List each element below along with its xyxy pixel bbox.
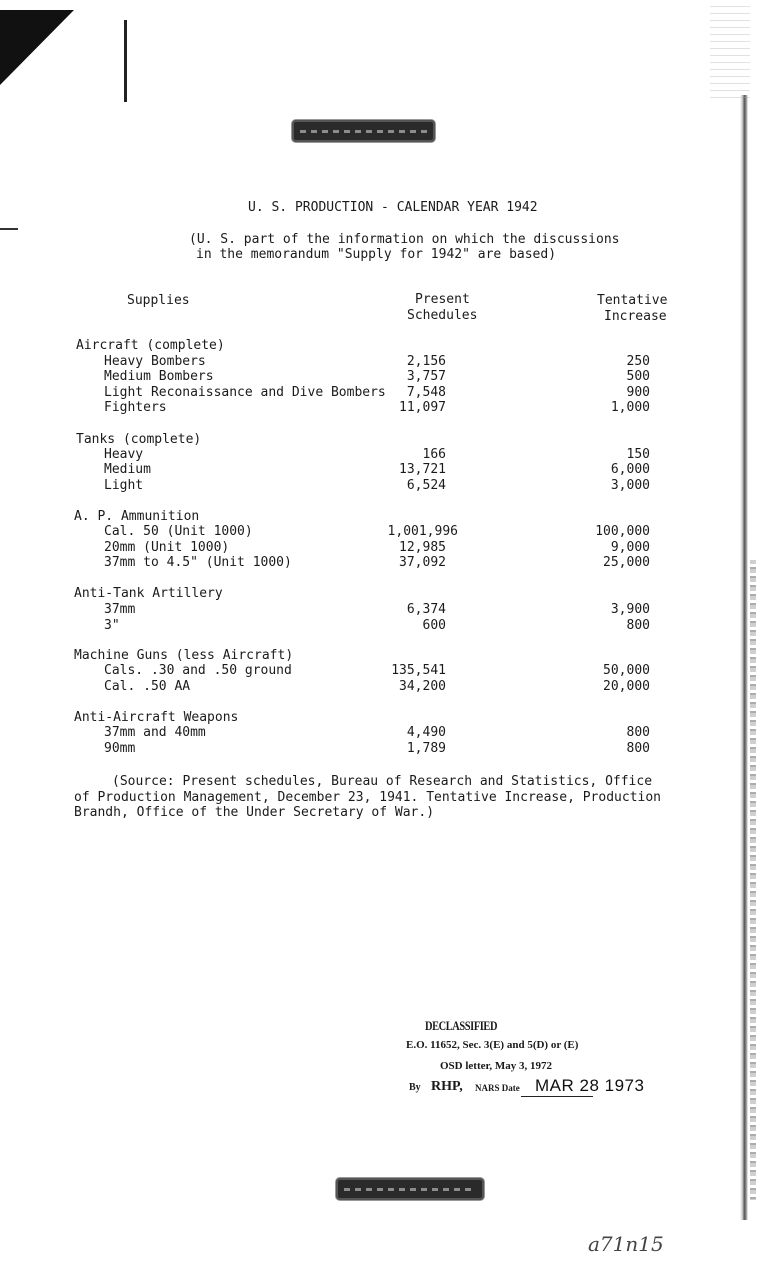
stamp-declassified: DECLASSIFIED bbox=[425, 1018, 498, 1033]
row-present: 37,092 bbox=[399, 555, 446, 570]
row-label: 37mm and 40mm bbox=[104, 725, 206, 740]
row-tentative: 1,000 bbox=[610, 400, 650, 415]
stamp-date: MAR 28 1973 bbox=[535, 1076, 645, 1095]
row-tentative: 800 bbox=[626, 741, 650, 756]
row-present: 166 bbox=[422, 447, 446, 462]
row-tentative: 800 bbox=[626, 618, 650, 633]
group-heading: A. P. Ammunition bbox=[74, 509, 200, 524]
header-present-2: Schedules bbox=[407, 308, 478, 323]
row-tentative: 150 bbox=[626, 447, 650, 462]
row-present: 1,001,996 bbox=[387, 524, 458, 539]
row-present: 6,524 bbox=[406, 478, 446, 493]
source-note-line-1: (Source: Present schedules, Bureau of Research and Statistics, Office bbox=[112, 774, 653, 789]
scan-right-edge bbox=[740, 95, 748, 1220]
row-tentative: 900 bbox=[626, 385, 650, 400]
row-present: 600 bbox=[422, 618, 446, 633]
row-present: 6,374 bbox=[406, 602, 446, 617]
row-label: 3" bbox=[104, 618, 120, 633]
group-heading: Tanks (complete) bbox=[76, 432, 202, 447]
group-heading: Anti-Tank Artillery bbox=[74, 586, 223, 601]
scan-right-edge-noise bbox=[750, 560, 756, 1200]
row-present: 3,757 bbox=[406, 369, 446, 384]
stamp-by-name: RHP, bbox=[431, 1079, 463, 1094]
row-present: 11,097 bbox=[399, 400, 446, 415]
header-tentative-2: Increase bbox=[604, 309, 667, 324]
row-present: 34,200 bbox=[399, 679, 446, 694]
row-tentative: 3,000 bbox=[610, 478, 650, 493]
stamp-eo: E.O. 11652, Sec. 3(E) and 5(D) or (E) bbox=[406, 1039, 579, 1051]
declassification-stamp bbox=[395, 1018, 655, 1100]
stamp-nars-label: NARS Date bbox=[475, 1083, 520, 1093]
row-tentative: 250 bbox=[626, 354, 650, 369]
row-label: Light Reconaissance and Dive Bombers bbox=[104, 385, 386, 400]
redaction-top bbox=[292, 120, 435, 142]
scan-top-noise bbox=[710, 0, 750, 100]
row-tentative: 20,000 bbox=[603, 679, 650, 694]
row-tentative: 25,000 bbox=[603, 555, 650, 570]
row-tentative: 9,000 bbox=[610, 540, 650, 555]
header-supplies: Supplies bbox=[127, 293, 190, 308]
header-present-1: Present bbox=[415, 292, 470, 307]
handwritten-note: a71n15 bbox=[588, 1232, 664, 1256]
page-title: U. S. PRODUCTION - CALENDAR YEAR 1942 bbox=[248, 200, 538, 215]
row-tentative: 6,000 bbox=[610, 462, 650, 477]
row-present: 135,541 bbox=[391, 663, 446, 678]
row-present: 2,156 bbox=[406, 354, 446, 369]
scan-left-dash bbox=[0, 228, 18, 230]
stamp-date-underline bbox=[521, 1096, 593, 1097]
group-heading: Machine Guns (less Aircraft) bbox=[74, 648, 294, 663]
scan-corner-shadow bbox=[0, 10, 74, 85]
row-tentative: 50,000 bbox=[603, 663, 650, 678]
subtitle-line-2: in the memorandum "Supply for 1942" are based) bbox=[196, 247, 557, 262]
redaction-bottom bbox=[336, 1178, 484, 1200]
row-label: 37mm to 4.5" (Unit 1000) bbox=[104, 555, 292, 570]
stamp-by-prefix: By bbox=[409, 1082, 421, 1093]
source-note-line-3: Brandh, Office of the Under Secretary of War.) bbox=[74, 805, 435, 820]
row-tentative: 800 bbox=[626, 725, 650, 740]
row-present: 7,548 bbox=[406, 385, 446, 400]
row-tentative: 100,000 bbox=[595, 524, 650, 539]
row-label: 20mm (Unit 1000) bbox=[104, 540, 230, 555]
row-label: 90mm bbox=[104, 741, 136, 756]
row-tentative: 500 bbox=[626, 369, 650, 384]
stamp-osd-letter: OSD letter, May 3, 1972 bbox=[440, 1060, 553, 1072]
row-label: 37mm bbox=[104, 602, 136, 617]
group-heading: Aircraft (complete) bbox=[76, 338, 225, 353]
row-present: 12,985 bbox=[399, 540, 446, 555]
row-label: Light bbox=[104, 478, 144, 493]
row-label: Medium Bombers bbox=[104, 369, 214, 384]
row-label: Cal. 50 (Unit 1000) bbox=[104, 524, 253, 539]
row-present: 4,490 bbox=[406, 725, 446, 740]
row-tentative: 3,900 bbox=[610, 602, 650, 617]
row-label: Heavy bbox=[104, 447, 144, 462]
row-label: Heavy Bombers bbox=[104, 354, 206, 369]
header-tentative-1: Tentative bbox=[597, 293, 668, 308]
row-present: 13,721 bbox=[399, 462, 446, 477]
source-note-line-2: of Production Management, December 23, 1941. Tentative Increase, Production bbox=[74, 790, 661, 805]
row-label: Medium bbox=[104, 462, 151, 477]
row-present: 1,789 bbox=[406, 741, 446, 756]
scan-left-mark bbox=[124, 20, 127, 102]
row-label: Fighters bbox=[104, 400, 167, 415]
row-label: Cal. .50 AA bbox=[104, 679, 191, 694]
group-heading: Anti-Aircraft Weapons bbox=[74, 710, 239, 725]
row-label: Cals. .30 and .50 ground bbox=[104, 663, 292, 678]
subtitle-line-1: (U. S. part of the information on which the discussions bbox=[189, 232, 620, 247]
